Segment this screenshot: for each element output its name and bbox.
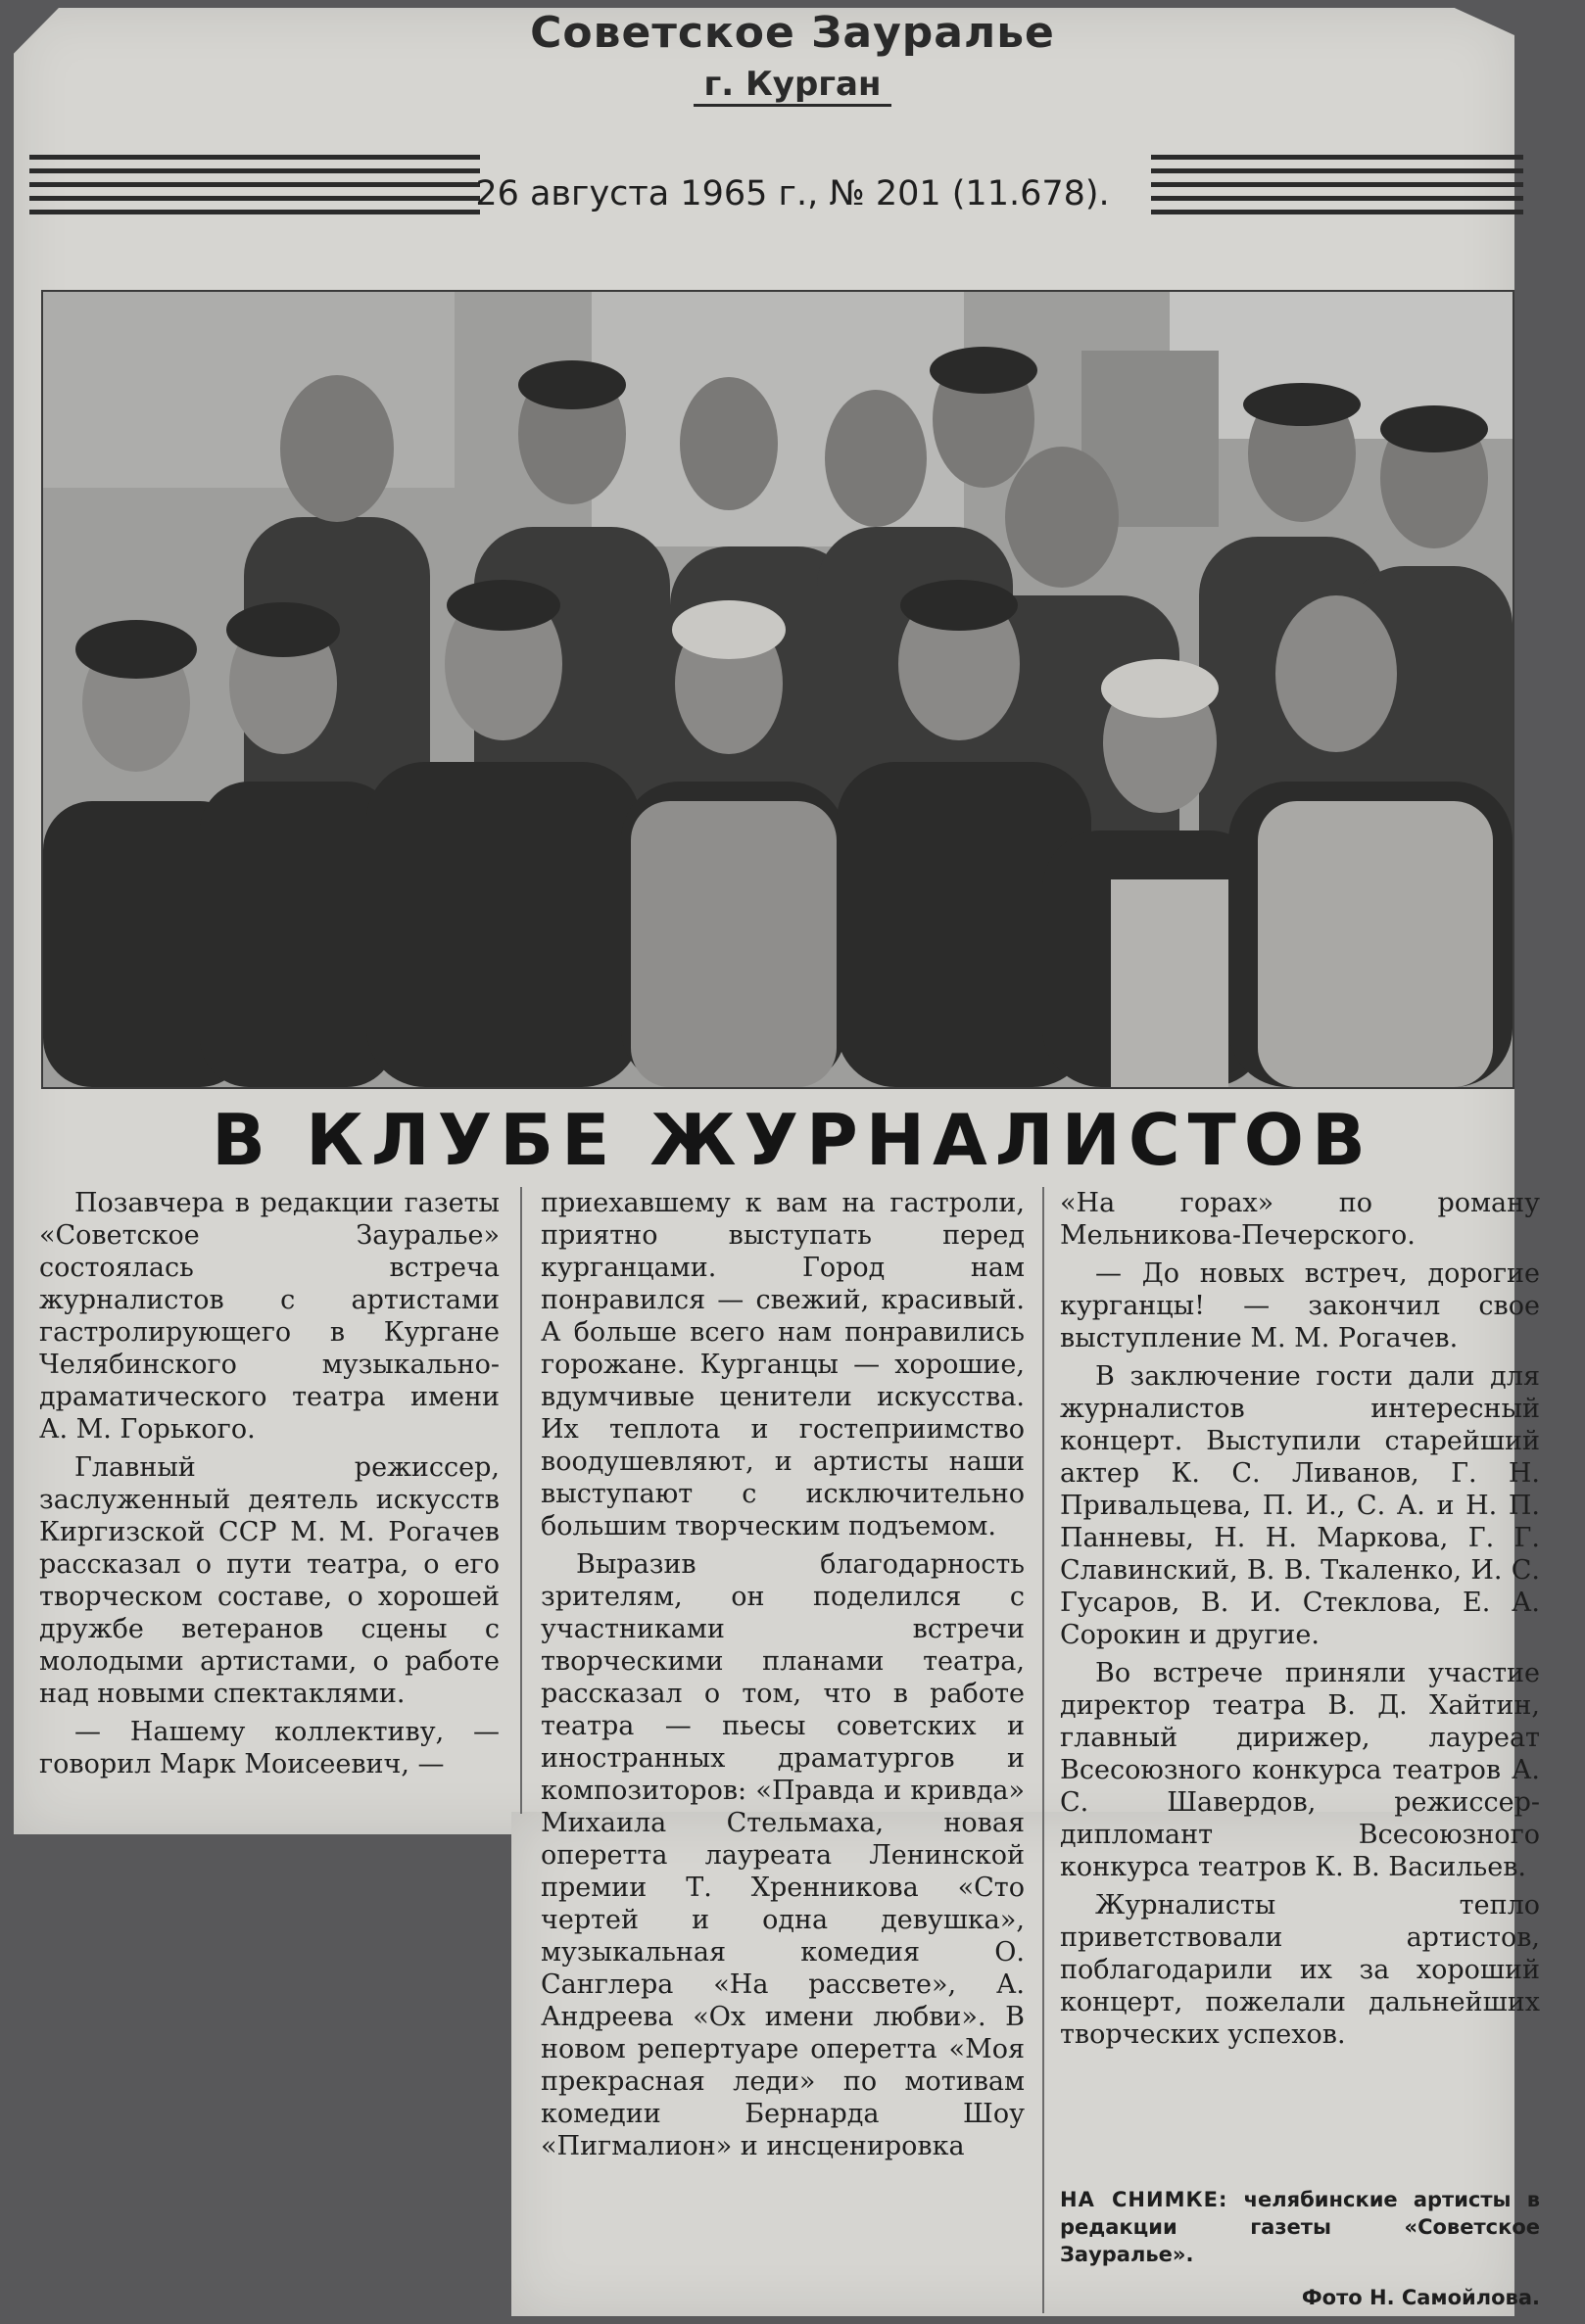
paragraph: «На горах» по роману Мельникова-Печерского. bbox=[1060, 1188, 1540, 1251]
paragraph: — До новых встреч, дорогие курганцы! — закончил свое выступление М. М. Рогачев. bbox=[1060, 1258, 1540, 1353]
caption-text: челябинские артисты в редакции газеты «Советское Зауралье». bbox=[1060, 2188, 1540, 2266]
photo-caption bbox=[1060, 2186, 1540, 2268]
paragraph: Главный режиссер, заслуженный деятель искусств Киргизской ССР М. М. Рогачев рассказал о пути театра, о его творческом составе, о хорошей дружбе ветеранов сцены с молодыми артистами, о работе над новыми спектаклями. bbox=[39, 1452, 500, 1709]
photo-credit: Фото Н. Самойлова. bbox=[1301, 2286, 1540, 2309]
paragraph: Выразив благодарность зрителям, он поделился с участниками встречи творческими планами театра, рассказал о том, что в работе театра — пьесы советских и иностранных драматургов и композиторов: «Правда и кривда» Михаила Стельмаха, новая оперетта лауреата Ленинской премии Т. Хренникова «Сто чертей и одна девушка», музыкальная комедия О. Санглера «На рассвете», А. Андреева «Ох имени любви». В новом репертуаре оперетта «Моя прекрасная леди» по мотивам комедии Бернарда Шоу «Пигмалион» и инсценировка bbox=[541, 1549, 1025, 2161]
paragraph: Позавчера в редакции газеты «Советское Зауралье» состоялась встреча журналистов с артистами гастролирующего в Кургане Челябинского музыкально-драматического театра имени А. М. Горького. bbox=[39, 1188, 500, 1445]
group-photo bbox=[41, 290, 1514, 1089]
group-photo-illustration bbox=[43, 292, 1513, 1087]
article-headline: В КЛУБЕ ЖУРНАЛИСТОВ bbox=[212, 1099, 1373, 1181]
article-column-2 bbox=[541, 1187, 1025, 2168]
newspaper-name: Советское Зауралье bbox=[530, 8, 1055, 58]
column-divider bbox=[520, 1187, 522, 1814]
newspaper-city: г. Курган bbox=[694, 65, 890, 107]
article-column-3 bbox=[1060, 1187, 1540, 2057]
caption-lead: НА СНИМКЕ: bbox=[1060, 2188, 1228, 2211]
paragraph: Во встрече приняли участие директор театра В. Д. Хайтин, главный дирижер, лауреат Всесоюзного конкурса театров А. С. Шавердов, режиссер-дипломант Всесоюзного конкурса театров К. В. Васильев. bbox=[1060, 1658, 1540, 1882]
article-column-1 bbox=[39, 1187, 500, 1786]
paragraph: — Нашему коллективу, — говорил Марк Моисеевич, — bbox=[39, 1717, 500, 1779]
paragraph: Журналисты тепло приветствовали артистов, поблагодарили их за хороший концерт, пожелали дальнейших творческих успехов. bbox=[1060, 1890, 1540, 2050]
newspaper-city-wrap bbox=[0, 65, 1585, 104]
paragraph: В заключение гости дали для журналистов интересный концерт. Выступили старейший актер К. С. Ливанов, Г. Н. Привальцева, П. И., С. А. и Н. П. Панневы, Н. Н. Маркова, Г. Г. Славинский, В. В. Ткаленко, И. С. Гусаров, В. И. Стеклова, Е. А. Сорокин и другие. bbox=[1060, 1361, 1540, 1650]
column-divider bbox=[1042, 1187, 1044, 2313]
issue-dateline: 26 августа 1965 г., № 201 (11.678). bbox=[475, 174, 1110, 213]
paragraph: приехавшему к вам на гастроли, приятно выступать перед курганцами. Город нам понравился — свежий, красивый. А больше всего нам понравились горожане. Курганцы — хорошие, вдумчивые ценители искусства. Их теплота и гостеприимство воодушевляют, и артисты наши выступают с исключительно большим творческим подъемом. bbox=[541, 1188, 1025, 1541]
